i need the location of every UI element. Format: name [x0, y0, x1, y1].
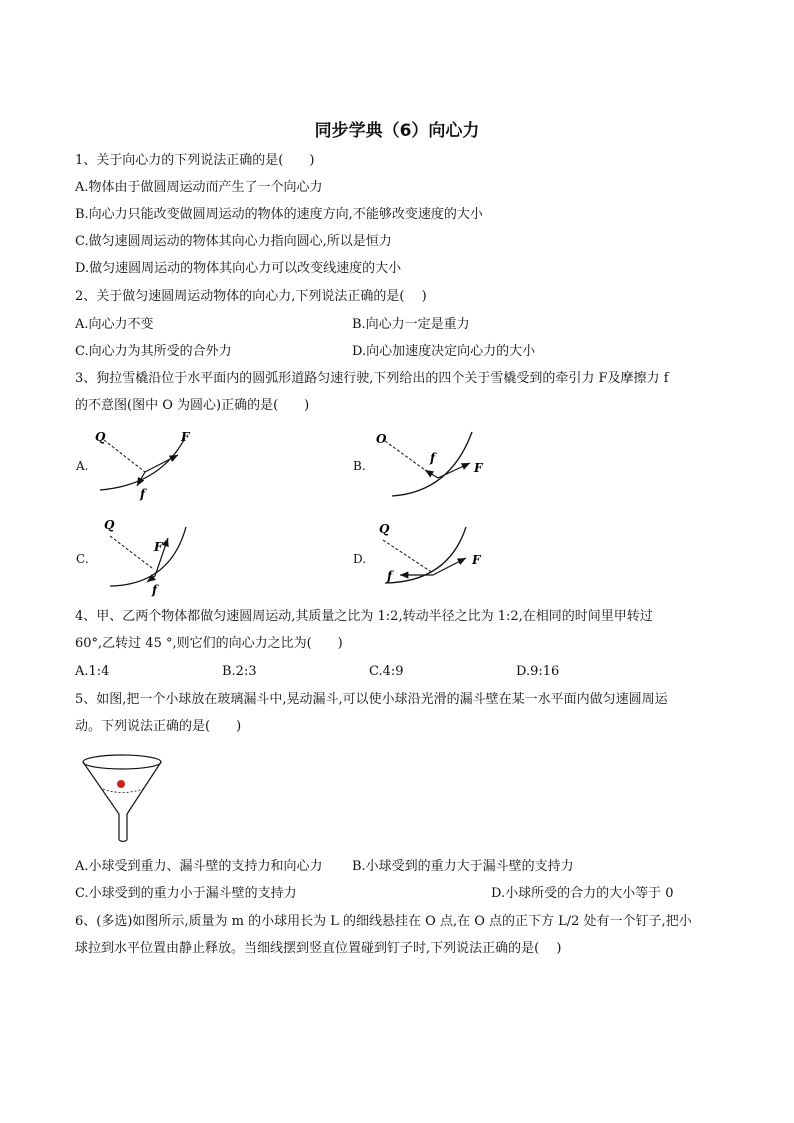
- q1-option-d: D.做匀速圆周运动的物体其向心力可以改变线速度的大小: [75, 261, 402, 276]
- q3-d-force-label: F: [472, 553, 481, 567]
- q3-b-friction-label: f: [430, 451, 436, 465]
- q3-figure-a: [95, 430, 191, 501]
- q2-option-c: C.向心力为其所受的合外力: [75, 344, 232, 359]
- q6-stem-line1: 6、(多选)如图所示,质量为 m 的小球用长为 L 的细线悬挂在 O 点,在 O 点的正下方 L/2 处有一个钉子,把小: [75, 914, 692, 929]
- q4-stem-line1: 4、甲、乙两个物体都做匀速圆周运动,其质量之比为 1:2,转动半径之比为 1:2,在相同的时间里甲转过: [75, 609, 653, 624]
- q4-option-d: D.9:16: [516, 664, 560, 679]
- q6-stem-line2: 球拉到水平位置由静止释放。当细线摆到竖直位置碰到钉子时,下列说法正确的是( ): [75, 941, 562, 956]
- q4-option-c: C.4:9: [369, 664, 404, 679]
- q1-option-a: A.物体由于做圆周运动而产生了一个向心力: [75, 180, 323, 195]
- q3-stem-line1: 3、狗拉雪橇沿位于水平面内的圆弧形道路匀速行驶,下列给出的四个关于雪橇受到的牵引力 F及摩擦力 f: [75, 371, 669, 386]
- q4-option-a: A.1:4: [75, 664, 110, 679]
- q5-option-a: A.小球受到重力、漏斗壁的支持力和向心力: [75, 859, 323, 874]
- q3-b-center-label: O: [376, 432, 387, 446]
- q5-option-b: B.小球受到的重力大于漏斗壁的支持力: [352, 859, 574, 874]
- q3-stem-line2: 的不意图(图中 O 为圆心)正确的是( ): [75, 398, 310, 413]
- q5-stem-line1: 5、如图,把一个小球放在玻璃漏斗中,晃动漏斗,可以使小球沿光滑的漏斗壁在某一水平面内做匀速圆周运: [75, 692, 668, 707]
- q2-option-d: D.向心加速度决定向心力的大小: [352, 344, 536, 359]
- q3-c-force-label: F: [154, 540, 163, 554]
- q5-option-d: D.小球所受的合力的大小等于 0: [491, 886, 674, 901]
- q1-stem: 1、关于向心力的下列说法正确的是( ): [75, 153, 315, 168]
- q1-option-b: B.向心力只能改变做圆周运动的物体的速度方向,不能够改变速度的大小: [75, 207, 483, 222]
- q3-d-friction-label: f: [387, 569, 393, 583]
- q2-option-a: A.向心力不变: [75, 317, 154, 332]
- q2-stem: 2、关于做匀速圆周运动物体的向心力,下列说法正确的是( ): [75, 289, 427, 304]
- q5-stem-line2: 动。下列说法正确的是( ): [75, 719, 242, 734]
- q1-option-c: C.做匀速圆周运动的物体其向心力指向圆心,所以是恒力: [75, 234, 392, 249]
- q5-option-c: C.小球受到的重力小于漏斗壁的支持力: [75, 886, 297, 901]
- q3-b-force-label: F: [474, 461, 483, 475]
- q3-a-force-label: F: [181, 430, 190, 444]
- q3-label-c: C.: [76, 552, 89, 566]
- q5-funnel-figure: [83, 755, 161, 842]
- ball-icon: [117, 780, 125, 788]
- q3-figure-d: [379, 522, 482, 583]
- q3-c-friction-label: f: [152, 583, 158, 597]
- q3-label-b: B.: [353, 459, 366, 473]
- q3-figure-c: [104, 518, 186, 597]
- q3-c-center-label: Q: [104, 518, 115, 532]
- q4-stem-line2: 60°,乙转过 45 °,则它们的向心力之比为( ): [75, 636, 343, 651]
- q3-a-friction-label: f: [140, 487, 146, 501]
- page-title: 同步学典（6）向心力: [314, 121, 480, 141]
- q3-a-center-label: Q: [95, 430, 106, 444]
- q3-label-a: A.: [76, 459, 89, 473]
- q3-label-d: D.: [353, 552, 367, 566]
- q4-option-b: B.2:3: [222, 664, 257, 679]
- q3-figure-b: [376, 432, 484, 496]
- q3-d-center-label: Q: [379, 522, 390, 536]
- q2-option-b: B.向心力一定是重力: [352, 317, 470, 332]
